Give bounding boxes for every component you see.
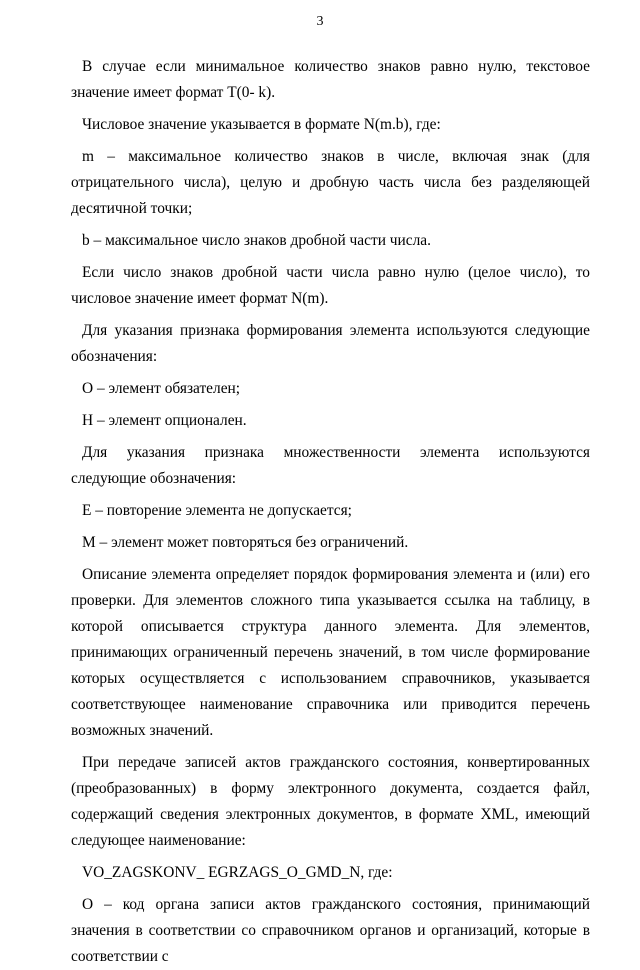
paragraph-m-definition: m – максимальное количество знаков в числе, включая знак (для отрицательного числа), целую и дробную часть числа без разделяющей десятичной точки;	[71, 148, 590, 217]
paragraph-element-description: Описание элемента определяет порядок формирования элемента и (или) его проверки. Для элементов сложного типа указывается ссылка на таблицу, в которой описывается структура данного элемента. Для элементов, принимающих ограниченный перечень значений, в том числе формирование которых осуществляется с использованием справочников, указывается соответствующее наименование справочника или приводится перечень возможных значений.	[71, 566, 590, 739]
paragraph-file-transfer: При передаче записей актов гражданского состояния, конвертированных (преобразованных) в форму электронного документа, создается файл, содержащий сведения электронных документов, в формате XML, имеющий следующее наименование:	[71, 754, 590, 849]
paragraph-text-format-zero: В случае если минимальное количество знаков равно нулю, текстовое значение имеет формат T(0- k).	[71, 58, 590, 101]
paragraph-b-definition: b – максимальное число знаков дробной части числа.	[82, 232, 431, 249]
paragraph-numeric-format: Числовое значение указывается в формате N(m.b), где:	[82, 116, 441, 133]
paragraph-flag-required: О – элемент обязателен;	[82, 380, 241, 397]
paragraph-formation-flags-intro: Для указания признака формирования элемента используются следующие обозначения:	[71, 322, 590, 365]
paragraph-integer-format: Если число знаков дробной части числа равно нулю (целое число), то числовое значение имеет формат N(m).	[71, 264, 590, 307]
document-body	[71, 54, 590, 970]
paragraph-multiplicity-intro: Для указания признака множественности элемента используются следующие обозначения:	[71, 444, 590, 487]
paragraph-flag-optional: Н – элемент опционален.	[82, 412, 247, 429]
paragraph-flag-single: Е – повторение элемента не допускается;	[82, 502, 352, 519]
paragraph-o-code: O – код органа записи актов гражданского состояния, принимающий значения в соответствии со справочником органов и организаций, которые в соответствии с	[71, 896, 590, 965]
paragraph-file-name: VO_ZAGSKONV_ EGRZAGS_O_GMD_N, где:	[82, 864, 393, 881]
paragraph-flag-multiple: М – элемент может повторяться без ограничений.	[82, 534, 409, 551]
page-number: 3	[316, 14, 324, 29]
